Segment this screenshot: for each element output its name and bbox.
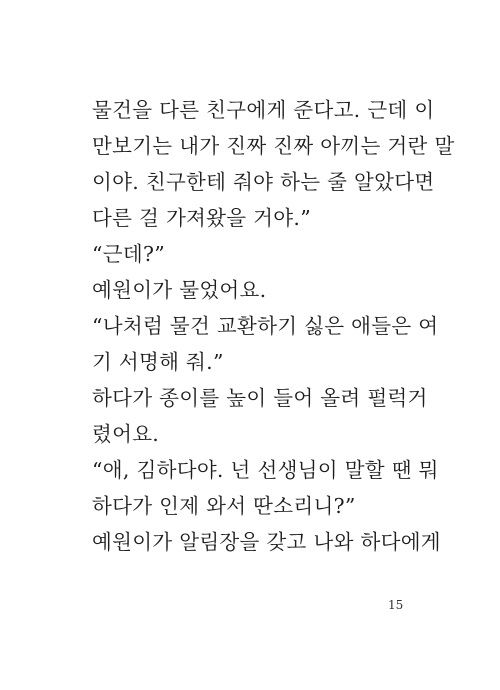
text-line: 만보기는 내가 진짜 진짜 아끼는 거란 말 (92, 134, 455, 158)
text-line: 예원이가 알림장을 갖고 나와 하다에게 (92, 530, 441, 554)
text-line: 기 서명해 줘.” (92, 350, 224, 374)
page-number: 15 (388, 598, 404, 612)
text-line: 하다가 인제 와서 딴소리니?” (92, 494, 356, 518)
text-line: 다른 걸 가져왔을 거야.” (92, 206, 311, 230)
text-line: “나처럼 물건 교환하기 싫은 애들은 여 (92, 314, 439, 338)
text-line: 예원이가 물었어요. (92, 278, 267, 302)
text-line: “근데?” (92, 242, 166, 266)
text-line: 하다가 종이를 높이 들어 올려 펄럭거 (92, 386, 428, 410)
text-line: 이야. 친구한테 줘야 하는 줄 알았다면 (92, 170, 435, 194)
text-line: 렸어요. (92, 422, 160, 446)
text-line: “애, 김하다야. 넌 선생님이 말할 땐 뭐 (92, 458, 439, 482)
text-line: 물건을 다른 친구에게 준다고. 근데 이 (92, 98, 435, 122)
